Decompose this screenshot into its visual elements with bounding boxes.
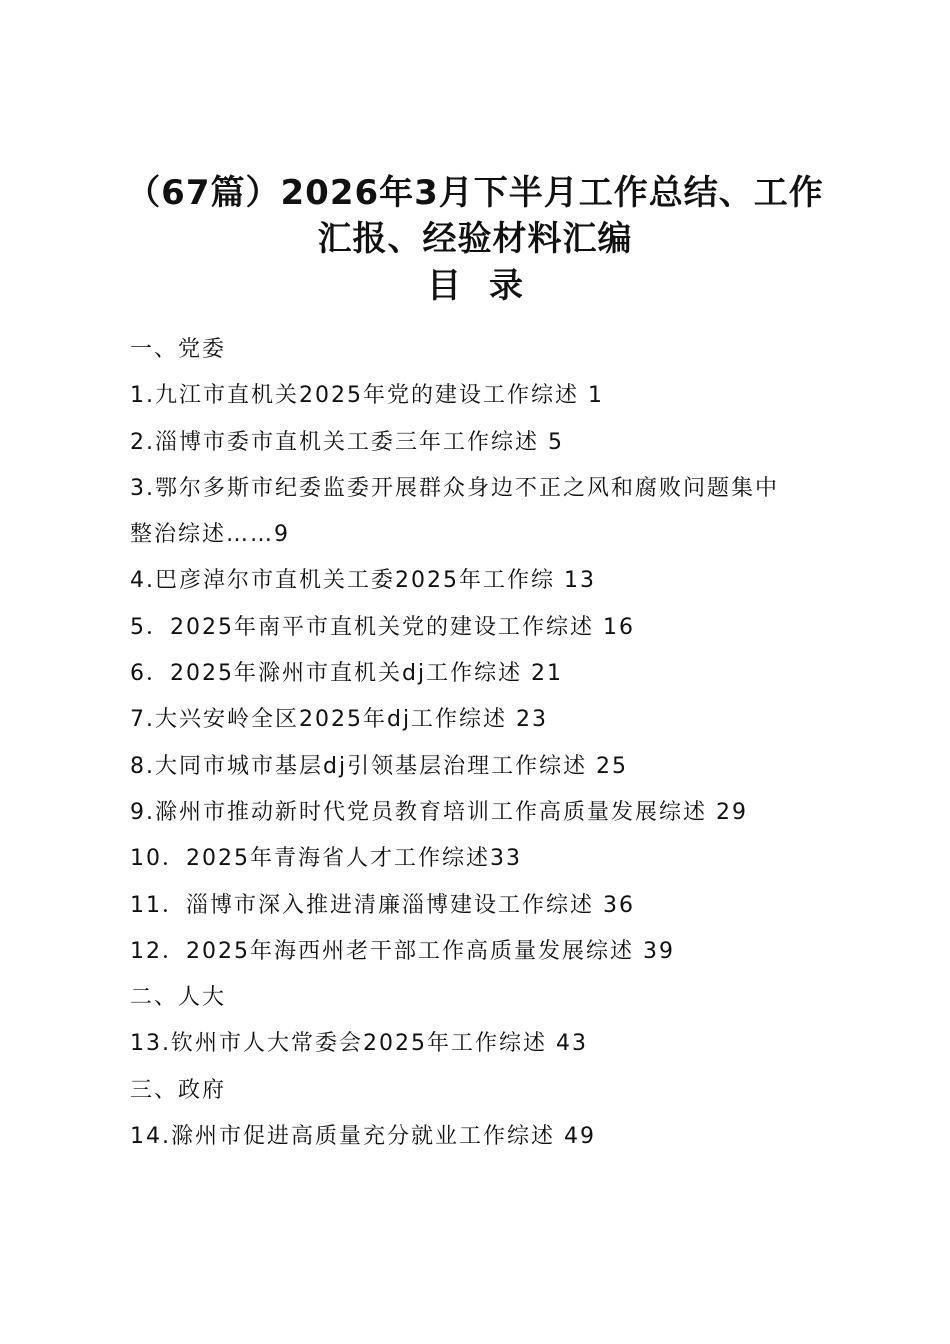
toc-entry-12: 12．2025年海西州老干部工作高质量发展综述 39	[130, 938, 675, 964]
toc-entry-10: 10．2025年青海省人才工作综述33	[130, 846, 522, 872]
toc-entry-11: 11．淄博市深入推进清廉淄博建设工作综述 36	[130, 892, 635, 918]
toc-entry-6: 6．2025年滁州市直机关dj工作综述 21	[130, 661, 564, 687]
toc-heading: 目录	[427, 266, 551, 306]
toc-entry-7: 7.大兴安岭全区2025年dj工作综述 23	[130, 707, 549, 733]
toc-entry-8: 8.大同市城市基层dj引领基层治理工作综述 25	[130, 753, 629, 779]
toc-section-party-committee: 一、党委	[130, 337, 227, 362]
toc-entry-14: 14.滁州市促进高质量充分就业工作综述 49	[130, 1124, 596, 1150]
toc-entry-1: 1.九江市直机关2025年党的建设工作综述 1	[130, 383, 604, 409]
toc-entry-9: 9.滁州市推动新时代党员教育培训工作高质量发展综述 29	[130, 799, 748, 825]
document-title-line-1: （67篇）2026年3月下半月工作总结、工作	[126, 173, 824, 213]
toc-entry-2: 2.淄博市委市直机关工委三年工作综述 5	[130, 429, 564, 455]
toc-entry-3: 3.鄂尔多斯市纪委监委开展群众身边不正之风和腐败问题集中	[130, 475, 779, 501]
title-block	[120, 170, 830, 310]
toc-entry-4: 4.巴彦淖尔市直机关工委2025年工作综 13	[130, 568, 596, 594]
toc-section-government: 三、政府	[130, 1077, 227, 1103]
toc-entry-3-continued: 整治综述……9	[130, 522, 290, 548]
toc-section-npc: 二、人大	[130, 985, 227, 1011]
table-of-contents	[130, 327, 850, 1160]
document-title-line-2: 汇报、经验材料汇编	[317, 219, 633, 259]
toc-entry-13: 13.钦州市人大常委会2025年工作综述 43	[130, 1031, 588, 1057]
toc-entry-5: 5．2025年南平市直机关党的建设工作综述 16	[130, 614, 635, 640]
